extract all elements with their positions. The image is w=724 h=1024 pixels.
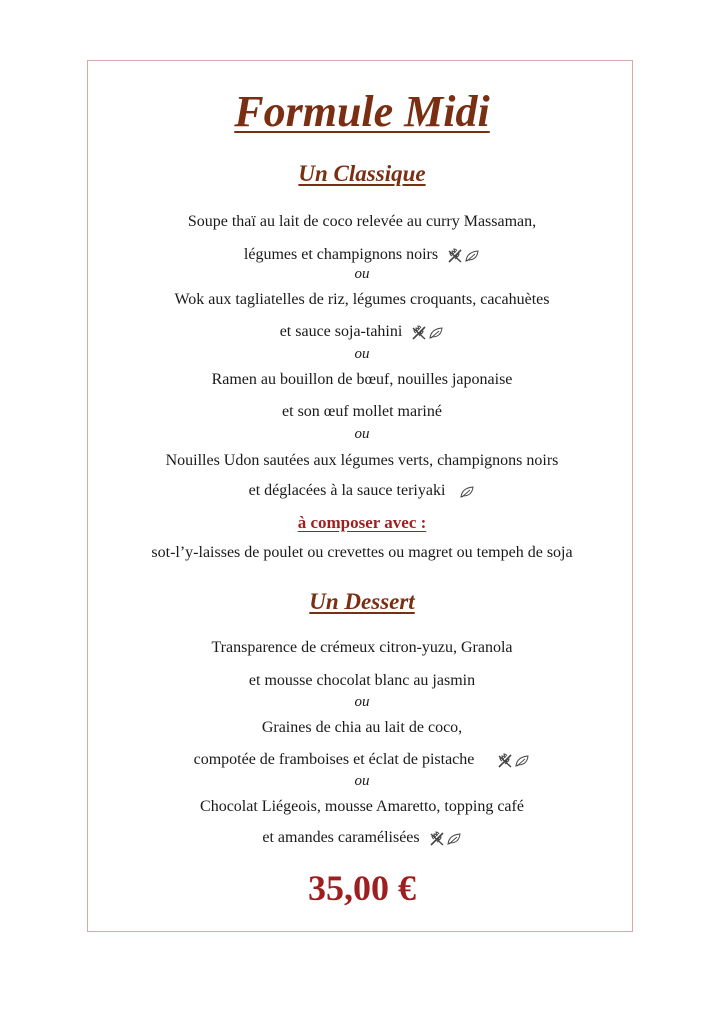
or-separator: ou [354,346,370,362]
menu-price: 35,00 € [308,868,416,908]
menu-item-line: Wok aux tagliatelles de riz, légumes croquants, cacahuètes [174,291,550,308]
menu-item-line: et sauce soja-tahini [0,322,724,342]
menu-item-line: et mousse chocolat blanc au jasmin [248,672,476,689]
menu-item-line: compotée de framboises et éclat de pistache [0,750,724,770]
leaf-icon [464,249,480,263]
compose-options: sot-l’y-laisses de poulet ou crevettes ou magret ou tempeh de soja [151,544,573,561]
crossed-wheat-icon [428,831,446,847]
menu-item-line: et déglacées à la sauce teriyaki [0,481,724,501]
or-separator: ou [354,426,370,442]
crossed-wheat-icon [410,325,428,341]
menu-item-line: et son œuf mollet mariné [282,403,442,420]
or-separator: ou [354,694,370,710]
section-heading-dessert: Un Dessert [309,589,415,614]
menu-item-line: Ramen au bouillon de bœuf, nouilles japonaise [211,371,513,388]
menu-item-line: et amandes caramélisées [0,828,724,848]
leaf-icon [446,832,462,846]
compose-heading: à composer avec : [297,513,427,532]
menu-item-line: Soupe thaï au lait de coco relevée au curry Massaman, [187,213,537,230]
or-separator: ou [354,773,370,789]
leaf-icon [459,485,475,499]
menu-item-line: Graines de chia au lait de coco, [261,719,463,736]
section-heading-classique: Un Classique [298,161,426,186]
crossed-wheat-icon [496,753,514,769]
leaf-icon [514,754,530,768]
or-separator: ou [354,266,370,282]
menu-item-line: Transparence de crémeux citron-yuzu, Granola [211,639,513,656]
leaf-icon [428,326,444,340]
menu-title: Formule Midi [234,87,490,136]
menu-item-line: Nouilles Udon sautées aux légumes verts, champignons noirs [165,452,559,469]
menu-item-line: Chocolat Liégeois, mousse Amaretto, topping café [200,798,524,815]
menu-item-line: légumes et champignons noirs [0,245,724,265]
crossed-wheat-icon [446,248,464,264]
